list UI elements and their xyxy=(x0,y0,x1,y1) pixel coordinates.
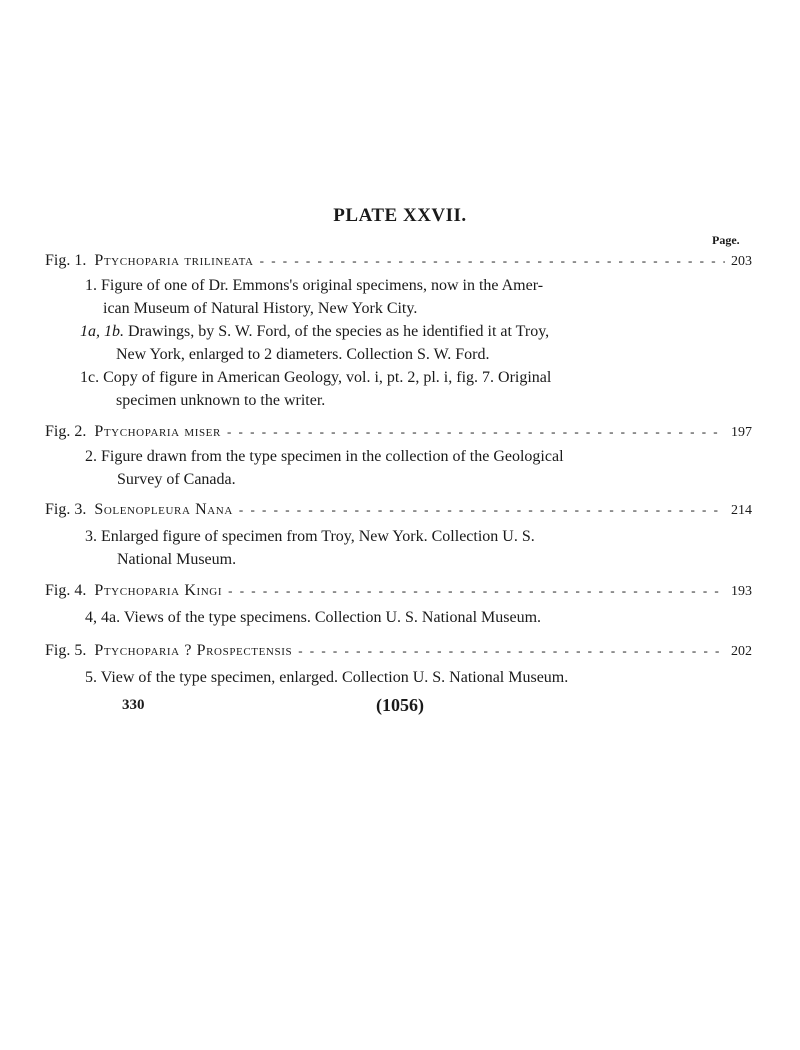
dot-leader xyxy=(239,502,725,518)
species-name: Ptychoparia Kingi xyxy=(94,582,223,599)
species-name: Ptychoparia miser xyxy=(94,423,221,440)
entry-text: Enlarged figure of specimen from Troy, New York. Collection U. S. xyxy=(101,528,535,545)
species-name: Ptychoparia ? Prospectensis xyxy=(94,642,293,659)
figure-description xyxy=(85,274,710,320)
species-name: Ptychoparia trilineata xyxy=(94,252,254,269)
plate-title: PLATE XXVII. xyxy=(333,205,467,226)
figure-description xyxy=(85,606,710,629)
entry-text-continued: National Museum. xyxy=(117,551,237,568)
figure-label: Fig. 4. xyxy=(45,582,87,599)
figure-heading-1 xyxy=(45,252,752,270)
figure-label: Fig. 1. xyxy=(45,252,87,269)
figure-heading-3 xyxy=(45,501,752,519)
page-reference: 197 xyxy=(731,425,752,440)
entry-text: Views of the type specimens. Collection U. S. National Museum. xyxy=(123,609,542,626)
entry-number: 1c. xyxy=(80,369,100,386)
page-reference: 193 xyxy=(731,584,752,599)
serial-page-number: (1056) xyxy=(376,695,424,715)
page-reference: 214 xyxy=(731,503,752,518)
entry-text-continued: New York, enlarged to 2 diameters. Collection S. W. Ford. xyxy=(116,346,490,363)
species-name: Solenopleura Nana xyxy=(94,501,233,518)
figure-description xyxy=(85,525,710,571)
page-reference: 203 xyxy=(731,254,752,269)
entry-number: 3. xyxy=(85,528,97,545)
entry-text-continued: specimen unknown to the writer. xyxy=(116,392,326,409)
page-number: 330 xyxy=(122,697,145,713)
figure-heading-5 xyxy=(45,642,752,660)
figure-label: Fig. 2. xyxy=(45,423,87,440)
dot-leader xyxy=(228,583,725,599)
figure-description xyxy=(80,320,710,366)
entry-number: 5. xyxy=(85,669,97,686)
entry-text: View of the type specimen, enlarged. Collection U. S. National Museum. xyxy=(100,669,569,686)
entry-text: Copy of figure in American Geology, vol. i, pt. 2, pl. i, fig. 7. Original xyxy=(103,369,552,386)
entry-text: Drawings, by S. W. Ford, of the species as he identified it at Troy, xyxy=(128,323,550,340)
entry-text-continued: Survey of Canada. xyxy=(117,471,236,488)
dot-leader xyxy=(260,253,725,269)
entry-number: 1. xyxy=(85,277,97,294)
entry-text-continued: ican Museum of Natural History, New York City. xyxy=(103,300,418,317)
figure-description xyxy=(85,666,710,689)
page-column-header: Page. xyxy=(712,233,740,247)
dot-leader xyxy=(298,643,725,659)
figure-heading-4 xyxy=(45,582,752,600)
dot-leader xyxy=(227,424,725,440)
entry-text: Figure of one of Dr. Emmons's original specimens, now in the Amer- xyxy=(101,277,544,294)
figure-heading-2 xyxy=(45,423,752,441)
figure-label: Fig. 3. xyxy=(45,501,87,518)
entry-number: 2. xyxy=(85,448,97,465)
entry-number: 1a, 1b. xyxy=(80,323,124,340)
figure-description xyxy=(80,366,710,412)
entry-text: Figure drawn from the type specimen in the collection of the Geological xyxy=(101,448,564,465)
page-reference: 202 xyxy=(731,644,752,659)
figure-label: Fig. 5. xyxy=(45,642,87,659)
entry-number: 4, 4a. xyxy=(85,609,121,626)
figure-description xyxy=(85,445,710,491)
